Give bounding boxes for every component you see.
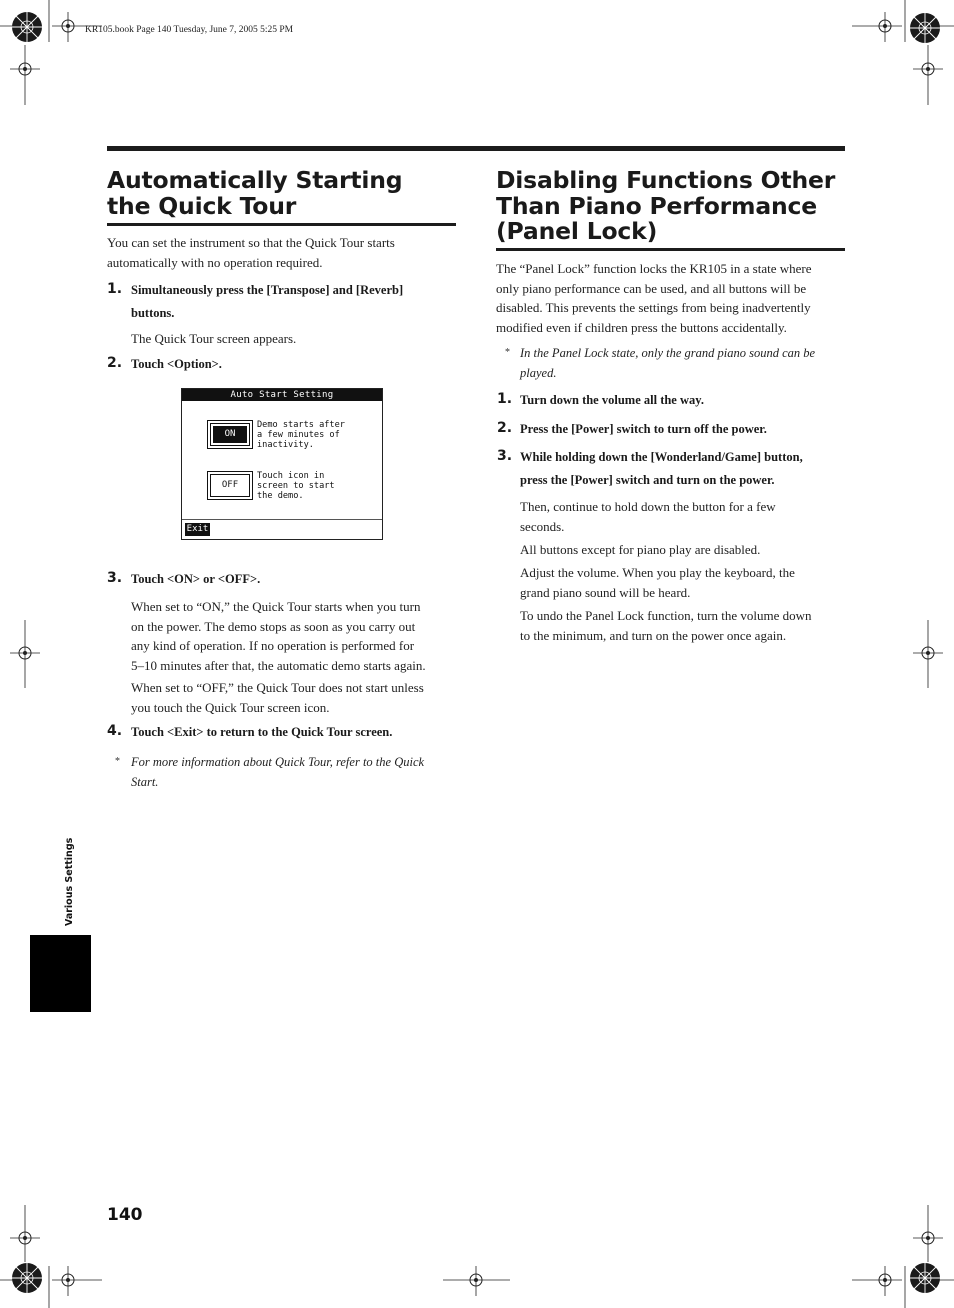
left-step-4-number: 4. [107,723,123,739]
right-title-line-1: Disabling Functions Other [496,166,836,194]
left-step-3-number: 3. [107,570,123,586]
left-step-1-line-1: Simultaneously press the [Transpose] and [Reverb] [131,283,404,297]
right-step-3-line-1: While holding down the [Wonderland/Game] button, [520,450,803,464]
right-step-3-p3-line-2: grand piano sound will be heard. [520,584,691,600]
right-title-line-3: (Panel Lock) [496,217,658,245]
on-desc-line-1: Demo starts after [257,420,345,430]
right-title-underline [496,248,845,251]
left-step-3-para-2 [131,678,461,717]
left-step-3-para-1 [131,597,461,675]
on-desc-line-2: a few minutes of [257,430,340,441]
right-note-line-1: In the Panel Lock state, only the grand piano sound can be [520,346,816,360]
left-section-title [107,168,447,219]
side-section-label: Various Settings [64,837,75,926]
left-intro [107,233,457,272]
right-step-3-para-2: All buttons except for piano play are disabled. [520,542,761,557]
off-description [257,471,335,502]
off-desc-line-3: the demo. [257,491,304,502]
right-step-3-p1-line-2: seconds. [520,518,565,534]
on-button-fill [213,426,247,443]
right-intro-line-1: The “Panel Lock” function locks the KR105 in a state where [496,261,812,276]
left-step-3-text: Touch <ON> or <OFF>. [131,572,261,586]
right-step-3-p4-line-2: to the minimum, and turn on the power once again. [520,627,787,643]
right-note-asterisk: * [505,347,510,358]
right-step-1-text: Turn down the volume all the way. [520,393,704,407]
left-note [131,753,461,792]
left-step-1-text [131,279,461,325]
left-step-3-p2-line-2: you touch the Quick Tour screen icon. [131,699,330,715]
right-title-line-2: Than Piano Performance [496,191,817,220]
left-note-line-1: For more information about Quick Tour, refer to the Quick [131,755,425,769]
left-note-asterisk: * [115,756,120,767]
right-step-1-number: 1. [497,391,513,407]
side-thumb-tab [30,935,91,1012]
left-intro-line-2: automatically with no operation required. [107,254,323,270]
left-step-1-number: 1. [107,281,123,297]
right-step-3-para-4 [520,606,850,645]
right-step-3-number: 3. [497,448,513,464]
right-note [520,344,850,383]
right-intro-line-2: only piano performance can be used, and all buttons will be [496,280,807,296]
right-note-line-2: played. [520,365,557,380]
exit-button-label: Exit [186,524,209,534]
left-step-3-p1-line-3: any kind of operation. If no operation is performed for [131,638,415,653]
left-step-2-number: 2. [107,355,123,371]
left-note-line-2: Start. [131,774,159,789]
left-step-2-text: Touch <Option>. [131,357,222,371]
off-button-label: OFF [221,480,239,490]
left-step-1-line-2: buttons. [131,306,175,320]
right-section-title [496,168,846,245]
left-step-4-text: Touch <Exit> to return to the Quick Tour screen. [131,725,393,739]
off-desc-line-2: screen to start [257,481,335,492]
right-step-3-p3-line-1: Adjust the volume. When you play the keyboard, the [520,565,795,580]
on-button-image [207,420,253,449]
file-info-header: KR105.book Page 140 Tuesday, June 7, 2005 5:25 PM [85,25,294,35]
on-desc-line-3: inactivity. [257,440,314,451]
exit-button-image [185,523,210,536]
right-step-2-number: 2. [497,420,513,436]
top-rule [107,146,845,151]
left-step-1-result: The Quick Tour screen appears. [131,331,297,346]
right-step-3-line-2: press the [Power] switch and turn on the power. [520,473,775,487]
right-step-3-para-1 [520,497,850,536]
auto-start-setting-screen [181,388,383,540]
right-step-3-p1-line-1: Then, continue to hold down the button for a few [520,499,776,514]
left-step-3-p2-line-1: When set to “OFF,” the Quick Tour does not start unless [131,680,424,695]
left-intro-line-1: You can set the instrument so that the Quick Tour starts [107,235,395,250]
left-step-3-p1-line-2: on the power. The demo stops as soon as you carry out [131,618,416,634]
off-button-image [207,471,253,500]
left-step-3-p1-line-4: 5–10 minutes after that, the automatic demo starts again. [131,657,426,673]
right-intro [496,259,848,337]
right-intro-line-3: disabled. This prevents the settings from being inadvertently [496,300,811,315]
on-description [257,420,345,451]
right-intro-line-4: modified even if children press the buttons accidentally. [496,319,787,335]
right-step-2-text: Press the [Power] switch to turn off the power. [520,422,767,436]
screen-frame-line [182,519,382,520]
screen-title-bar: Auto Start Setting [182,389,382,401]
right-step-3-para-3 [520,563,850,602]
on-button-label: ON [224,429,236,439]
left-title-text: Automatically Starting the Quick Tour [107,166,403,220]
right-step-3-text [520,446,850,492]
right-step-3-p4-line-1: To undo the Panel Lock function, turn the volume down [520,608,812,623]
off-desc-line-1: Touch icon in [257,471,325,481]
page-number: 140 [107,1205,143,1225]
left-step-3-p1-line-1: When set to “ON,” the Quick Tour starts when you turn [131,599,421,614]
left-title-underline [107,223,456,226]
